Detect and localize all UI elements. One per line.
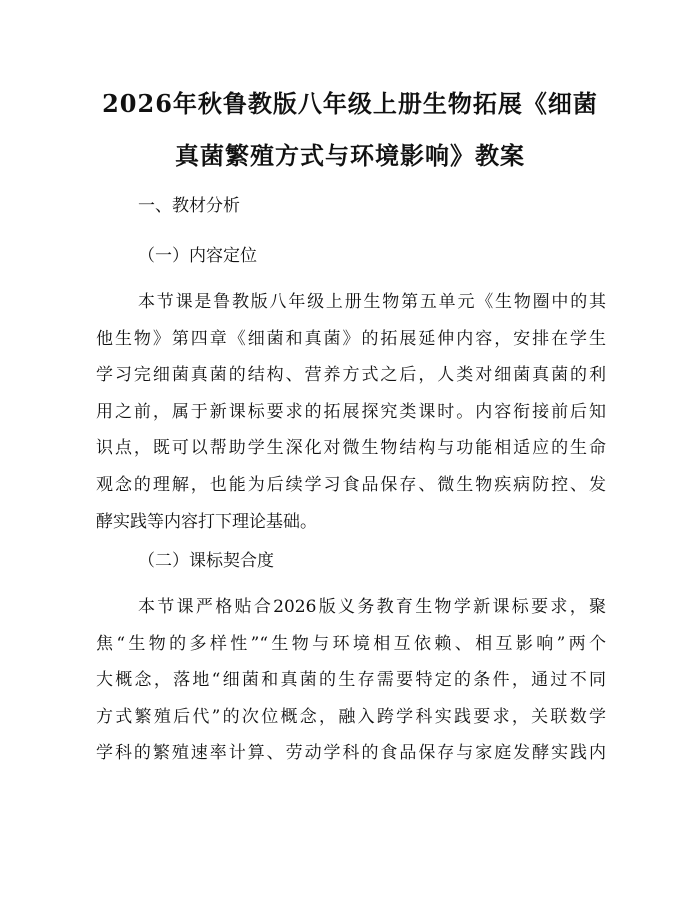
paragraph-line: 学科的繁殖速率计算、劳动学科的食品保存与家庭发酵实践内 (96, 743, 606, 764)
paragraph-line: 方式繁殖后代”的次位概念，融入跨学科实践要求，关联数学 (96, 706, 606, 727)
paragraph-curriculum-alignment (96, 589, 606, 772)
paragraph-line: 观念的理解，也能为后续学习食品保存、微生物疾病防控、发 (96, 474, 606, 495)
subsection-heading-curriculum-alignment: （二）课标契合度 (138, 551, 274, 571)
paragraph-content-positioning (96, 284, 606, 540)
paragraph-line: 识点，既可以帮助学生深化对微生物结构与功能相适应的生命 (96, 438, 606, 459)
paragraph-line: 酵实践等内容打下理论基础。 (96, 511, 317, 532)
paragraph-line: 他生物》第四章《细菌和真菌》的拓展延伸内容，安排在学生 (96, 328, 606, 349)
document-title-line-2: 真菌繁殖方式与环境影响》教案 (175, 141, 525, 170)
document-title-line-1: 2026年秋鲁教版八年级上册生物拓展《细菌 (102, 89, 598, 118)
paragraph-line: 本节课严格贴合2026版义务教育生物学新课标要求，聚 (138, 597, 606, 617)
paragraph-line: 大概念，落地“细菌和真菌的生存需要特定的条件，通过不同 (96, 670, 606, 691)
paragraph-line: 本节课是鲁教版八年级上册生物第五单元《生物圈中的其 (138, 292, 606, 312)
subsection-heading-content-positioning: （一）内容定位 (138, 246, 257, 266)
paragraph-line: 焦“生物的多样性”“生物与环境相互依赖、相互影响”两个 (96, 633, 606, 654)
paragraph-line: 用之前，属于新课标要求的拓展探究类课时。内容衔接前后知 (96, 401, 606, 422)
section-heading-textbook-analysis: 一、教材分析 (138, 196, 240, 216)
paragraph-line: 学习完细菌真菌的结构、营养方式之后，人类对细菌真菌的利 (96, 365, 606, 386)
